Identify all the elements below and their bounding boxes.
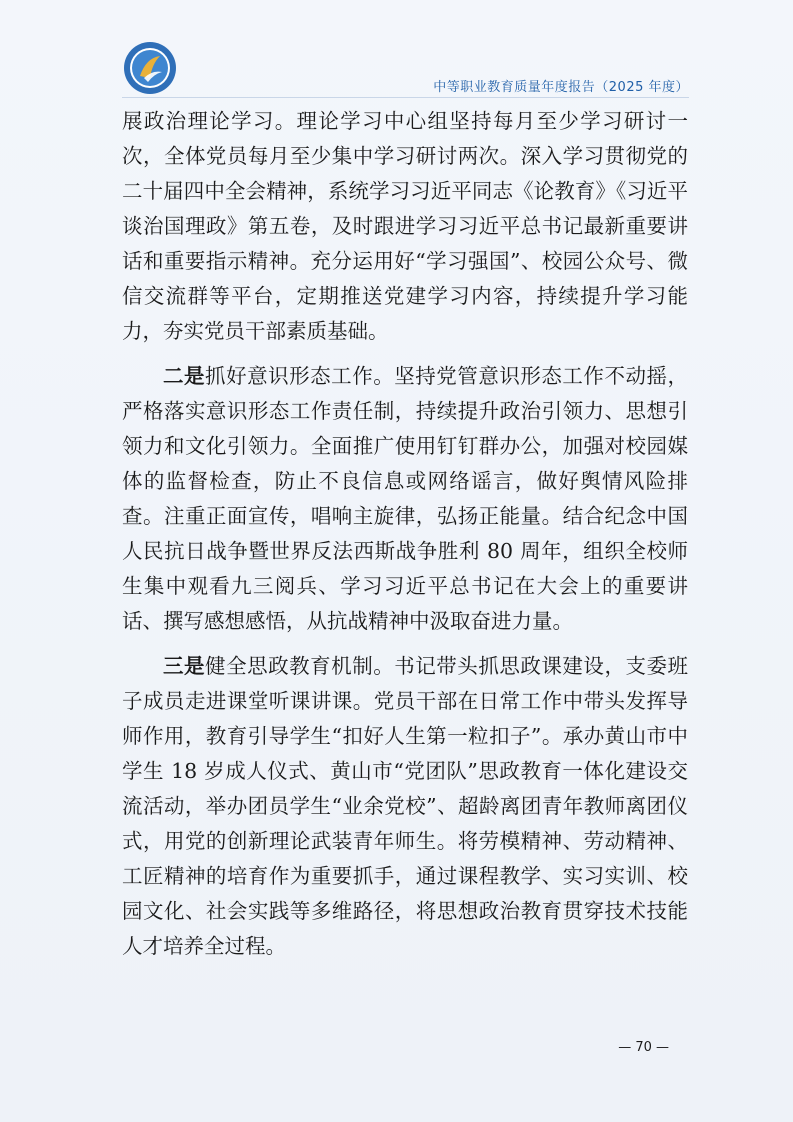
school-emblem-icon — [122, 40, 178, 96]
paragraph-text: 健全思政教育机制。书记带头抓思政课建设，支委班子成员走进课堂听课讲课。党员干部在日常工作中带头发挥导师作用，教育引导学生“扣好人生第一粒扣子”。承办黄山市中学生 18 岁成人仪式、黄山市“党团队”思政教育一体化建设交流活动，举办团员学生“业余党校”、超龄离团青年教师离团仪式，用党的创新理论武装青年师生。将劳模精神、劳动精神、工匠精神的培育作为重要抓手，通过课程教学、实习实训、校园文化、社会实践等多维路径，将思想政治教育贯穿技术技能人才培养全过程。 — [122, 654, 689, 958]
report-body — [122, 104, 688, 964]
paragraph-lead: 二是 — [163, 364, 206, 388]
paragraph-text: 抓好意识形态工作。坚持党管意识形态工作不动摇，严格落实意识形态工作责任制，持续提升政治引领力、思想引领力和文化引领力。全面推广使用钉钉群办公，加强对校园媒体的监督检查，防止不良信息或网络谣言，做好舆情风险排查。注重正面宣传，唱响主旋律，弘扬正能量。结合纪念中国人民抗日战争暨世界反法西斯战争胜利 80 周年，组织全校师生集中观看九三阅兵、学习习近平总书记在大会上的重要讲话、撰写感想感悟，从抗战精神中汲取奋进力量。 — [122, 364, 689, 633]
paragraph-second-point — [122, 359, 688, 639]
paragraph-continuation — [122, 104, 688, 349]
paragraph-lead: 三是 — [163, 654, 206, 678]
report-header-title: 中等职业教育质量年度报告（2025 年度） — [433, 80, 689, 95]
paragraph-third-point — [122, 649, 688, 964]
paragraph-text: 展政治理论学习。理论学习中心组坚持每月至少学习研讨一次，全体党员每月至少集中学习研讨两次。深入学习贯彻党的二十届四中全会精神，系统学习习近平同志《论教育》《习近平谈治国理政》第五卷，及时跟进学习习近平总书记最新重要讲话和重要指示精神。充分运用好“学习强国”、校园公众号、微信交流群等平台，定期推送党建学习内容，持续提升学习能力，夯实党员干部素质基础。 — [122, 109, 688, 343]
header-divider — [122, 97, 689, 98]
page-number: — 70 — — [618, 1040, 669, 1055]
